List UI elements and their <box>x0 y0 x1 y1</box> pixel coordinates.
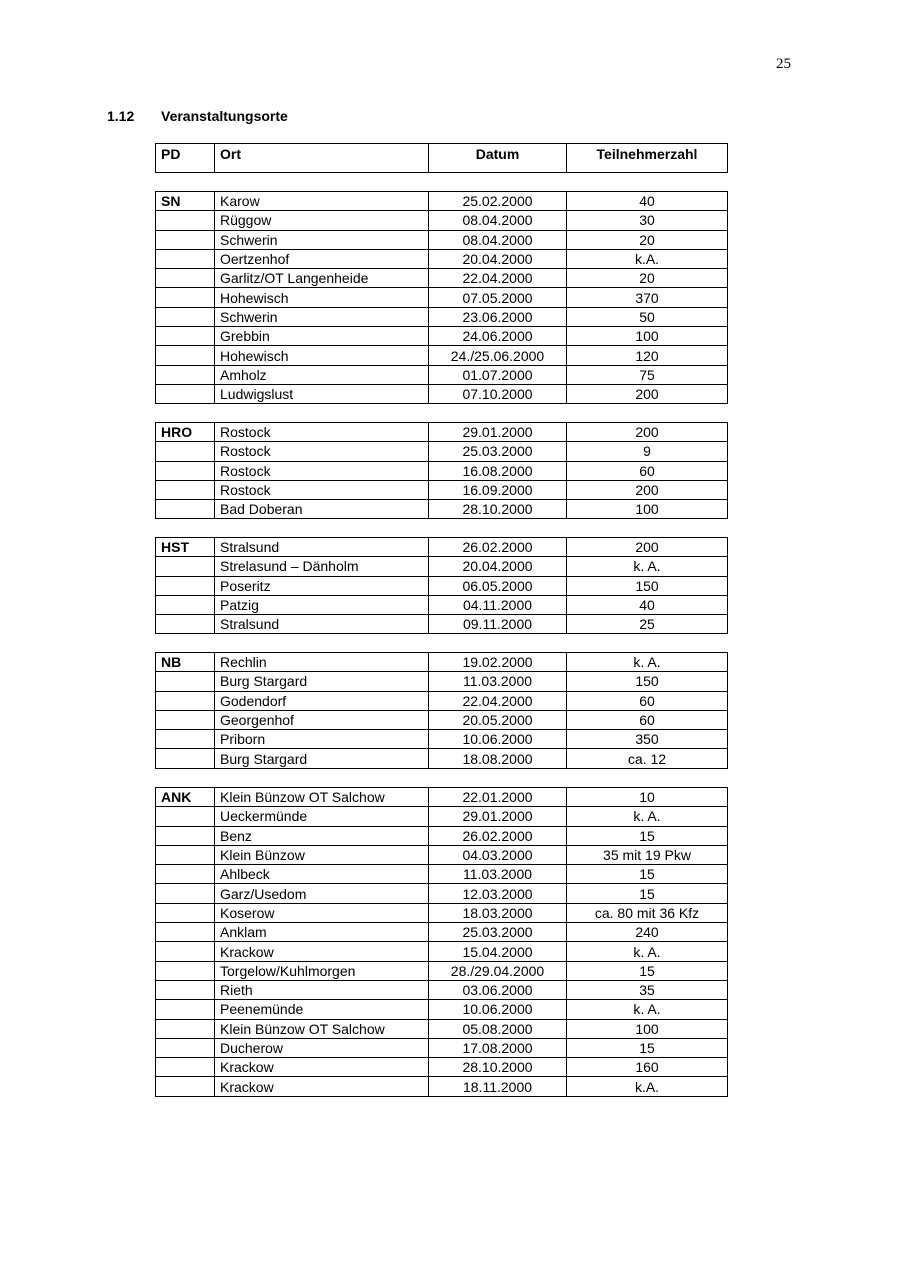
teilnehmerzahl-cell: 240 <box>567 923 728 942</box>
column-header-datum: Datum <box>429 144 567 173</box>
ort-cell: Rostock <box>215 423 429 442</box>
datum-cell: 04.11.2000 <box>429 595 567 614</box>
pd-cell <box>156 442 215 461</box>
datum-cell: 16.08.2000 <box>429 461 567 480</box>
pd-cell <box>156 480 215 499</box>
datum-cell: 08.04.2000 <box>429 230 567 249</box>
pd-cell <box>156 1038 215 1057</box>
ort-cell: Burg Stargard <box>215 749 429 768</box>
pd-cell <box>156 1019 215 1038</box>
ort-cell: Ahlbeck <box>215 865 429 884</box>
table-row <box>156 346 728 365</box>
ort-cell: Godendorf <box>215 691 429 710</box>
table-row <box>156 980 728 999</box>
teilnehmerzahl-cell: 60 <box>567 461 728 480</box>
teilnehmerzahl-cell: 75 <box>567 365 728 384</box>
teilnehmerzahl-cell: 35 <box>567 980 728 999</box>
teilnehmerzahl-cell: k. A. <box>567 557 728 576</box>
ort-cell: Georgenhof <box>215 710 429 729</box>
table-row <box>156 307 728 326</box>
datum-cell: 28.10.2000 <box>429 500 567 519</box>
table-row <box>156 1019 728 1038</box>
datum-cell: 20.04.2000 <box>429 249 567 268</box>
table-row <box>156 653 728 672</box>
pd-cell <box>156 461 215 480</box>
ort-cell: Rieth <box>215 980 429 999</box>
pd-cell <box>156 269 215 288</box>
ort-cell: Ueckermünde <box>215 807 429 826</box>
ort-cell: Ludwigslust <box>215 384 429 403</box>
teilnehmerzahl-cell: 100 <box>567 1019 728 1038</box>
datum-cell: 26.02.2000 <box>429 538 567 557</box>
datum-cell: 07.10.2000 <box>429 384 567 403</box>
ort-cell: Rüggow <box>215 211 429 230</box>
datum-cell: 15.04.2000 <box>429 942 567 961</box>
teilnehmerzahl-cell: 100 <box>567 327 728 346</box>
pd-cell <box>156 730 215 749</box>
datum-cell: 28.10.2000 <box>429 1058 567 1077</box>
table-row <box>156 1077 728 1096</box>
table-row <box>156 480 728 499</box>
teilnehmerzahl-cell: k.A. <box>567 1077 728 1096</box>
ort-cell: Benz <box>215 826 429 845</box>
teilnehmerzahl-cell: 350 <box>567 730 728 749</box>
table-row <box>156 192 728 211</box>
ort-cell: Hohewisch <box>215 288 429 307</box>
ort-cell: Peenemünde <box>215 1000 429 1019</box>
pd-cell <box>156 845 215 864</box>
datum-cell: 11.03.2000 <box>429 865 567 884</box>
pd-cell <box>156 923 215 942</box>
datum-cell: 18.11.2000 <box>429 1077 567 1096</box>
table-row <box>156 788 728 807</box>
teilnehmerzahl-cell: 50 <box>567 307 728 326</box>
datum-cell: 12.03.2000 <box>429 884 567 903</box>
datum-cell: 10.06.2000 <box>429 1000 567 1019</box>
pd-cell <box>156 903 215 922</box>
pd-cell <box>156 576 215 595</box>
table-row <box>156 903 728 922</box>
section-number: 1.12 <box>107 108 135 124</box>
datum-cell: 29.01.2000 <box>429 807 567 826</box>
teilnehmerzahl-cell: 9 <box>567 442 728 461</box>
table-row <box>156 442 728 461</box>
datum-cell: 01.07.2000 <box>429 365 567 384</box>
pd-cell <box>156 961 215 980</box>
table-row <box>156 1058 728 1077</box>
pd-cell <box>156 1058 215 1077</box>
pd-cell <box>156 346 215 365</box>
teilnehmerzahl-cell: k. A. <box>567 807 728 826</box>
table-row <box>156 288 728 307</box>
column-header-pd: PD <box>156 144 215 173</box>
teilnehmerzahl-cell: 15 <box>567 865 728 884</box>
pd-cell <box>156 980 215 999</box>
ort-cell: Torgelow/Kuhlmorgen <box>215 961 429 980</box>
datum-cell: 24.06.2000 <box>429 327 567 346</box>
datum-cell: 22.01.2000 <box>429 788 567 807</box>
datum-cell: 10.06.2000 <box>429 730 567 749</box>
pd-cell <box>156 807 215 826</box>
table-row <box>156 461 728 480</box>
table-row <box>156 710 728 729</box>
ort-cell: Rostock <box>215 461 429 480</box>
ort-cell: Grebbin <box>215 327 429 346</box>
ort-cell: Stralsund <box>215 615 429 634</box>
ort-cell: Poseritz <box>215 576 429 595</box>
ort-cell: Klein Bünzow OT Salchow <box>215 788 429 807</box>
table-row <box>156 327 728 346</box>
datum-cell: 06.05.2000 <box>429 576 567 595</box>
ort-cell: Rostock <box>215 480 429 499</box>
table-row <box>156 884 728 903</box>
table-row <box>156 576 728 595</box>
table-row <box>156 865 728 884</box>
table-row <box>156 557 728 576</box>
teilnehmerzahl-cell: k. A. <box>567 942 728 961</box>
ort-cell: Stralsund <box>215 538 429 557</box>
datum-cell: 20.05.2000 <box>429 710 567 729</box>
table-row <box>156 595 728 614</box>
table-row <box>156 961 728 980</box>
pd-cell <box>156 288 215 307</box>
venue-table-hst <box>155 537 728 634</box>
datum-cell: 09.11.2000 <box>429 615 567 634</box>
table-row <box>156 1000 728 1019</box>
pd-cell <box>156 826 215 845</box>
pd-cell <box>156 691 215 710</box>
ort-cell: Burg Stargard <box>215 672 429 691</box>
teilnehmerzahl-cell: 60 <box>567 710 728 729</box>
page-number: 25 <box>776 56 791 72</box>
pd-cell <box>156 865 215 884</box>
datum-cell: 29.01.2000 <box>429 423 567 442</box>
pd-cell: NB <box>156 653 215 672</box>
pd-cell <box>156 500 215 519</box>
datum-cell: 11.03.2000 <box>429 672 567 691</box>
pd-cell <box>156 672 215 691</box>
table-row <box>156 249 728 268</box>
pd-cell <box>156 749 215 768</box>
pd-cell <box>156 710 215 729</box>
venue-table-hro <box>155 422 728 519</box>
teilnehmerzahl-cell: ca. 12 <box>567 749 728 768</box>
pd-cell <box>156 307 215 326</box>
ort-cell: Schwerin <box>215 307 429 326</box>
ort-cell: Klein Bünzow <box>215 845 429 864</box>
datum-cell: 18.08.2000 <box>429 749 567 768</box>
teilnehmerzahl-cell: 30 <box>567 211 728 230</box>
teilnehmerzahl-cell: 370 <box>567 288 728 307</box>
pd-cell <box>156 327 215 346</box>
datum-cell: 19.02.2000 <box>429 653 567 672</box>
section-title: Veranstaltungsorte <box>161 108 288 124</box>
pd-cell: HRO <box>156 423 215 442</box>
datum-cell: 26.02.2000 <box>429 826 567 845</box>
teilnehmerzahl-cell: 150 <box>567 672 728 691</box>
datum-cell: 25.02.2000 <box>429 192 567 211</box>
teilnehmerzahl-cell: 15 <box>567 826 728 845</box>
pd-cell <box>156 365 215 384</box>
ort-cell: Krackow <box>215 1058 429 1077</box>
teilnehmerzahl-cell: 40 <box>567 192 728 211</box>
teilnehmerzahl-cell: 20 <box>567 269 728 288</box>
ort-cell: Ducherow <box>215 1038 429 1057</box>
pd-cell <box>156 942 215 961</box>
teilnehmerzahl-cell: 10 <box>567 788 728 807</box>
datum-cell: 28./29.04.2000 <box>429 961 567 980</box>
pd-cell <box>156 249 215 268</box>
teilnehmerzahl-cell: k. A. <box>567 1000 728 1019</box>
pd-cell <box>156 230 215 249</box>
pd-cell: ANK <box>156 788 215 807</box>
table-row <box>156 923 728 942</box>
teilnehmerzahl-cell: 40 <box>567 595 728 614</box>
teilnehmerzahl-cell: 60 <box>567 691 728 710</box>
teilnehmerzahl-cell: 150 <box>567 576 728 595</box>
datum-cell: 22.04.2000 <box>429 691 567 710</box>
teilnehmerzahl-cell: 200 <box>567 384 728 403</box>
pd-cell <box>156 1077 215 1096</box>
ort-cell: Priborn <box>215 730 429 749</box>
table-row <box>156 615 728 634</box>
datum-cell: 24./25.06.2000 <box>429 346 567 365</box>
table-row <box>156 672 728 691</box>
pd-cell <box>156 1000 215 1019</box>
table-row <box>156 691 728 710</box>
table-row <box>156 730 728 749</box>
pd-cell <box>156 595 215 614</box>
datum-cell: 08.04.2000 <box>429 211 567 230</box>
teilnehmerzahl-cell: 200 <box>567 538 728 557</box>
ort-cell: Patzig <box>215 595 429 614</box>
ort-cell: Koserow <box>215 903 429 922</box>
table-row <box>156 942 728 961</box>
ort-cell: Garlitz/OT Langenheide <box>215 269 429 288</box>
table-row <box>156 826 728 845</box>
teilnehmerzahl-cell: 35 mit 19 Pkw <box>567 845 728 864</box>
pd-cell <box>156 211 215 230</box>
table-row <box>156 845 728 864</box>
datum-cell: 25.03.2000 <box>429 923 567 942</box>
ort-cell: Garz/Usedom <box>215 884 429 903</box>
datum-cell: 03.06.2000 <box>429 980 567 999</box>
ort-cell: Oertzenhof <box>215 249 429 268</box>
teilnehmerzahl-cell: 120 <box>567 346 728 365</box>
ort-cell: Anklam <box>215 923 429 942</box>
teilnehmerzahl-cell: 25 <box>567 615 728 634</box>
teilnehmerzahl-cell: k.A. <box>567 249 728 268</box>
teilnehmerzahl-cell: 200 <box>567 480 728 499</box>
datum-cell: 22.04.2000 <box>429 269 567 288</box>
datum-cell: 25.03.2000 <box>429 442 567 461</box>
table-row <box>156 1038 728 1057</box>
table-row <box>156 807 728 826</box>
teilnehmerzahl-cell: 15 <box>567 884 728 903</box>
teilnehmerzahl-cell: 100 <box>567 500 728 519</box>
column-header-table <box>155 143 728 173</box>
datum-cell: 20.04.2000 <box>429 557 567 576</box>
table-row <box>156 749 728 768</box>
section-heading <box>107 108 288 124</box>
pd-cell: SN <box>156 192 215 211</box>
teilnehmerzahl-cell: 15 <box>567 961 728 980</box>
datum-cell: 23.06.2000 <box>429 307 567 326</box>
datum-cell: 04.03.2000 <box>429 845 567 864</box>
ort-cell: Rostock <box>215 442 429 461</box>
venue-table-ank <box>155 787 728 1097</box>
ort-cell: Bad Doberan <box>215 500 429 519</box>
datum-cell: 18.03.2000 <box>429 903 567 922</box>
table-row <box>156 230 728 249</box>
pd-cell <box>156 884 215 903</box>
ort-cell: Karow <box>215 192 429 211</box>
ort-cell: Schwerin <box>215 230 429 249</box>
ort-cell: Rechlin <box>215 653 429 672</box>
ort-cell: Amholz <box>215 365 429 384</box>
ort-cell: Krackow <box>215 942 429 961</box>
teilnehmerzahl-cell: 20 <box>567 230 728 249</box>
datum-cell: 16.09.2000 <box>429 480 567 499</box>
column-header-teilnehmerzahl: Teilnehmerzahl <box>567 144 728 173</box>
datum-cell: 05.08.2000 <box>429 1019 567 1038</box>
pd-cell <box>156 615 215 634</box>
table-row <box>156 211 728 230</box>
table-row <box>156 384 728 403</box>
teilnehmerzahl-cell: 200 <box>567 423 728 442</box>
venue-table-sn <box>155 191 728 404</box>
datum-cell: 17.08.2000 <box>429 1038 567 1057</box>
teilnehmerzahl-cell: 160 <box>567 1058 728 1077</box>
pd-cell <box>156 384 215 403</box>
table-row <box>156 269 728 288</box>
teilnehmerzahl-cell: 15 <box>567 1038 728 1057</box>
pd-cell: HST <box>156 538 215 557</box>
table-row <box>156 365 728 384</box>
table-row <box>156 538 728 557</box>
venue-table-nb <box>155 652 728 769</box>
teilnehmerzahl-cell: k. A. <box>567 653 728 672</box>
table-row <box>156 500 728 519</box>
pd-cell <box>156 557 215 576</box>
column-header-ort: Ort <box>215 144 429 173</box>
ort-cell: Klein Bünzow OT Salchow <box>215 1019 429 1038</box>
datum-cell: 07.05.2000 <box>429 288 567 307</box>
ort-cell: Krackow <box>215 1077 429 1096</box>
teilnehmerzahl-cell: ca. 80 mit 36 Kfz <box>567 903 728 922</box>
ort-cell: Strelasund – Dänholm <box>215 557 429 576</box>
table-row <box>156 423 728 442</box>
ort-cell: Hohewisch <box>215 346 429 365</box>
